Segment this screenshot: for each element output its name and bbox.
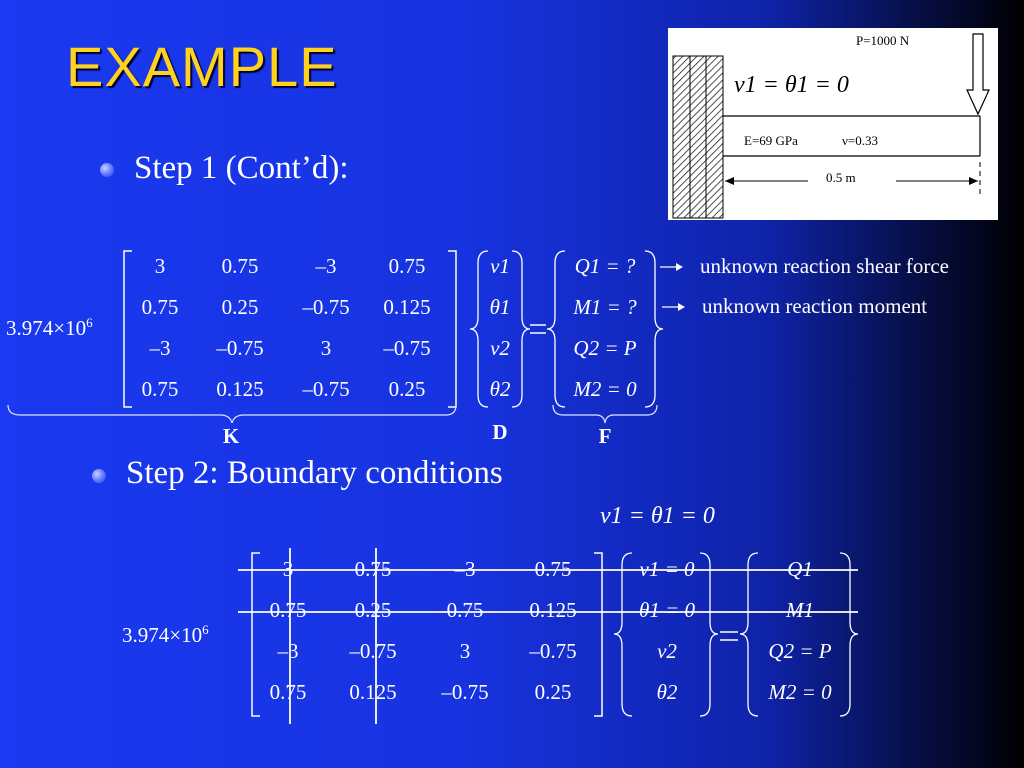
step2-stiffness-matrix [250,557,600,721]
annotation-shear-force: unknown reaction shear force [700,254,949,278]
matrix-cell: –0.75 [302,295,350,319]
matrix-cell: –3 [315,254,337,278]
matrix-row [250,639,600,680]
vector-entry: Q2 = P [768,639,832,663]
matrix-cell: –3 [454,557,476,581]
wall-support [673,56,723,218]
vector-entry: θ2 [489,377,511,401]
vector-entry: v1 [490,254,510,278]
matrix-row [110,377,450,418]
matrix-row [250,680,600,721]
vector-entry: M1 = ? [573,295,637,319]
vector-entry: Q1 [787,557,813,581]
matrix-cell: 3 [154,254,166,278]
matrix-cell: 0.75 [534,557,572,581]
bullet-step1: Step 1 (Cont’d): [134,150,349,186]
matrix-cell: 0.125 [349,680,397,704]
bullet-step2: Step 2: Boundary conditions [126,455,503,491]
slide-title: EXAMPLE [66,35,338,98]
matrix-cell: 3 [320,336,332,360]
vector-entry: v1 = 0 [639,557,695,581]
matrix-cell: 0.75 [354,557,392,581]
matrix-cell: 0.25 [354,598,392,622]
bullet-dot-icon [100,163,114,177]
matrix-cell: 0.25 [221,295,259,319]
arrow-right-icon [660,263,683,271]
vector-entry: v2 [490,336,510,360]
vector-entry: Q2 = P [573,336,637,360]
matrix-cell: –0.75 [529,639,577,663]
matrix-row [250,557,600,598]
step2-bc-equation: v1 = θ1 = 0 [600,503,715,529]
matrix-cell: –3 [277,639,299,663]
step1-displacement-vector [476,254,524,418]
vector-entry: M1 [786,598,814,622]
figure-bc-equation: v1 = θ1 = 0 [734,72,849,98]
vector-entry: M2 = 0 [573,377,637,401]
step1-stiffness-matrix [110,254,450,418]
length-label: 0.5 m [826,170,856,185]
label-k: K [222,424,240,448]
matrix-cell: 0.125 [216,377,264,401]
cantilever-beam-figure [668,28,998,220]
matrix-cell: 0.25 [388,377,426,401]
arrow-right-icon [662,303,685,311]
step2-displacement-vector [626,557,708,721]
matrix-cell: 0.75 [269,680,307,704]
matrix-cell: –3 [149,336,171,360]
material-e: E=69 GPa [744,133,798,148]
matrix-cell: 0.125 [529,598,577,622]
matrix-cell: –0.75 [383,336,431,360]
vector-entry: θ2 [656,680,678,704]
matrix-row [250,598,600,639]
step1-force-vector [560,254,650,418]
matrix-cell: –0.75 [441,680,489,704]
annotation-moment: unknown reaction moment [702,294,928,318]
vector-entry: θ1 = 0 [639,598,695,622]
step2-coefficient-base: 3.974×10 [122,623,203,647]
label-d: D [492,420,508,444]
label-f: F [598,424,612,448]
beam-diagram [668,28,998,220]
matrix-cell: 0.125 [383,295,431,319]
matrix-cell: 0.75 [221,254,259,278]
matrix-cell: 0.75 [141,377,179,401]
step1-coefficient-base: 3.974×10 [6,316,87,340]
matrix-cell: 0.75 [446,598,484,622]
vector-entry: Q1 = ? [574,254,636,278]
vector-entry: M2 = 0 [768,680,832,704]
matrix-row [110,336,450,377]
load-label: P=1000 N [856,33,910,48]
matrix-cell: –0.75 [302,377,350,401]
matrix-row [110,295,450,336]
material-nu: ν=0.33 [842,133,878,148]
vector-entry: v2 [657,639,677,663]
matrix-cell: 0.25 [534,680,572,704]
matrix-cell: 3 [459,639,471,663]
matrix-cell: 0.75 [141,295,179,319]
matrix-row [110,254,450,295]
matrix-cell: 0.75 [269,598,307,622]
step1-coefficient-exponent: 6 [86,315,93,330]
matrix-cell: 3 [282,557,294,581]
matrix-cell: 0.75 [388,254,426,278]
vector-entry: θ1 [489,295,511,319]
matrix-cell: –0.75 [216,336,264,360]
matrix-cell: –0.75 [349,639,397,663]
bullet-dot-icon [92,469,106,483]
step2-coefficient-exponent: 6 [202,622,209,637]
step2-force-vector [754,557,846,721]
